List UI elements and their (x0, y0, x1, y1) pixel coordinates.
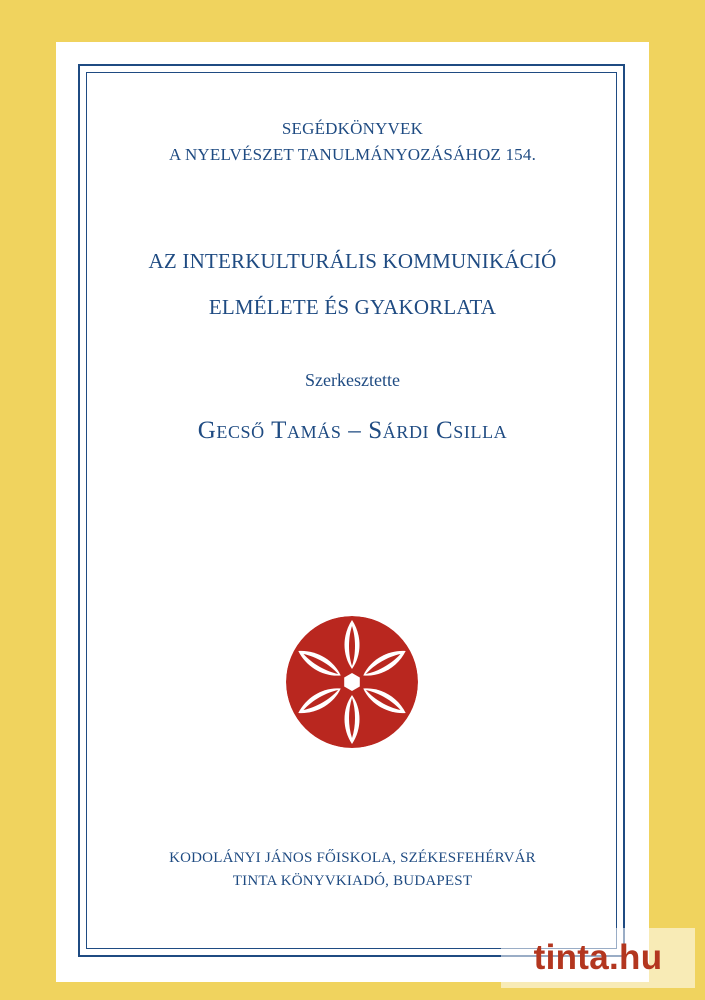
series-title (56, 116, 649, 168)
title-line-1: AZ INTERKULTURÁLIS KOMMUNIKÁCIÓ (148, 249, 557, 273)
book-cover (56, 42, 649, 982)
cover-inner-border (86, 72, 617, 949)
publisher-line-1: KODOLÁNYI JÁNOS FŐISKOLA, SZÉKESFEHÉRVÁR (169, 850, 536, 866)
editor-names: Gecső Tamás – Sárdi Csilla (197, 417, 508, 444)
series-line-2: A NYELVÉSZET TANULMÁNYOZÁSÁHOZ 154. (168, 145, 537, 164)
publisher-logo-icon (285, 615, 419, 749)
series-line-1: SEGÉDKÖNYVEK (281, 119, 424, 138)
title-line-2: ELMÉLETE ÉS GYAKORLATA (208, 295, 497, 319)
site-watermark: tinta.hu (501, 928, 695, 988)
editor-label: Szerkesztette (305, 370, 400, 390)
book-title (56, 238, 649, 330)
publisher-info (56, 847, 649, 893)
cover-border (78, 64, 625, 957)
publisher-line-2: TINTA KÖNYVKIADÓ, BUDAPEST (232, 873, 473, 889)
